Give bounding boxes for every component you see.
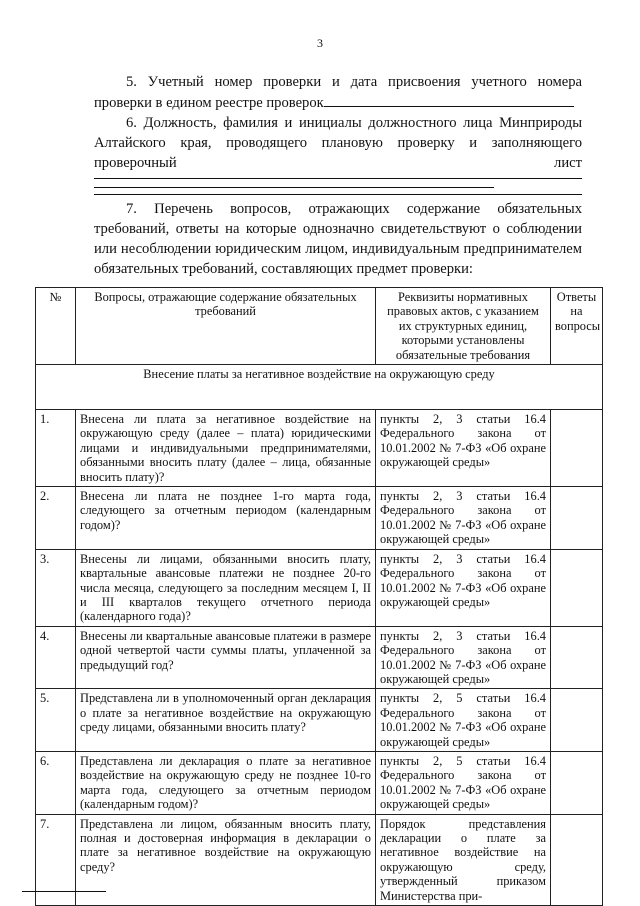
table-row xyxy=(36,689,603,752)
row-number: 2. xyxy=(36,487,76,550)
row-question: Представлена ли лицом, обязанным вносить плату, полная и достоверная информация в декларации о плате за негативное воздействие на окружающую среду? xyxy=(76,814,376,905)
answer-cell[interactable] xyxy=(551,549,603,626)
row-question: Внесена ли плата за негативное воздействие на окружающую среду (далее – плата) юридическими лицами и индивидуальными предпринимателями, обязанными вносить плату (далее – лица, обязанные вносить плату)? xyxy=(76,410,376,487)
row-number: 3. xyxy=(36,549,76,626)
row-number: 7. xyxy=(36,814,76,905)
header-questions: Вопросы, отражающие содержание обязательных требований xyxy=(76,288,376,365)
table-row xyxy=(36,626,603,689)
row-question: Представлена ли декларация о плате за негативное воздействие на окружающую среду не позднее 10-го марта года, следующего за отчетным периодом (календарным годом)? xyxy=(76,751,376,814)
row-requisites: пункты 2, 3 статьи 16.4 Федерального закона от 10.01.2002 № 7-ФЗ «Об охране окружающей среды» xyxy=(376,626,551,689)
row-number: 5. xyxy=(36,689,76,752)
section-title: Внесение платы за негативное воздействие на окружающую среду xyxy=(36,365,603,410)
row-question: Внесены ли квартальные авансовые платежи в размере одной четвертой части суммы платы, уплаченной за предыдущий год? xyxy=(76,626,376,689)
table-row xyxy=(36,410,603,487)
answer-cell[interactable] xyxy=(551,751,603,814)
blank-line xyxy=(94,194,582,195)
item-7-text: 7. Перечень вопросов, отражающих содержание обязательных требований, ответы на которые однозначно свидетельствуют о соблюдении или несоблюдении юридическим лицом, индивидуальным предпринимателем обязательных требований, составляющих предмет проверки: xyxy=(94,201,582,277)
row-number: 6. xyxy=(36,751,76,814)
item-7-paragraph xyxy=(94,199,582,279)
row-requisites: пункты 2, 3 статьи 16.4 Федерального закона от 10.01.2002 № 7-ФЗ «Об охране окружающей среды» xyxy=(376,487,551,550)
answer-cell[interactable] xyxy=(551,626,603,689)
answer-cell[interactable] xyxy=(551,814,603,905)
item-5-paragraph xyxy=(94,72,582,113)
section-row xyxy=(36,365,603,410)
row-question: Представлена ли в уполномоченный орган декларация о плате за негативное воздействие на окружающую среду лицами, обязанными вносить плату? xyxy=(76,689,376,752)
item-6-blank-line xyxy=(94,173,494,188)
table-header-row xyxy=(36,288,603,365)
header-answers: Ответы на вопросы xyxy=(551,288,603,365)
answer-cell[interactable] xyxy=(551,487,603,550)
answer-cell[interactable] xyxy=(551,689,603,752)
row-number: 1. xyxy=(36,410,76,487)
row-requisites: пункты 2, 5 статьи 16.4 Федерального закона от 10.01.2002 № 7-ФЗ «Об охране окружающей среды» xyxy=(376,689,551,752)
footer-divider xyxy=(22,891,106,892)
item-6-text: 6. Должность, фамилия и инициалы должностного лица Минприроды Алтайского края, проводящего плановую проверку и заполняющего проверочный лист xyxy=(94,115,582,171)
row-requisites: пункты 2, 5 статьи 16.4 Федерального закона от 10.01.2002 № 7-ФЗ «Об охране окружающей среды» xyxy=(376,751,551,814)
table-row xyxy=(36,549,603,626)
row-question: Внесена ли плата не позднее 1-го марта года, следующего за отчетным периодом (календарным годом)? xyxy=(76,487,376,550)
row-requisites: Порядок представления декларации о плате за негативное воздействие на окружающую среду, утвержденный приказом Министерства при- xyxy=(376,814,551,905)
table-row xyxy=(36,751,603,814)
row-requisites: пункты 2, 3 статьи 16.4 Федерального закона от 10.01.2002 № 7-ФЗ «Об охране окружающей среды» xyxy=(376,549,551,626)
checklist-table xyxy=(35,287,603,906)
row-number: 4. xyxy=(36,626,76,689)
blank-line xyxy=(94,178,582,179)
table-row xyxy=(36,487,603,550)
row-question: Внесены ли лицами, обязанными вносить плату, квартальные авансовые платежи не позднее 20-го числа месяца, следующего за последним месяцем I, II и III кварталов текущего отчетного периода (календарного года)? xyxy=(76,549,376,626)
answer-cell[interactable] xyxy=(551,410,603,487)
row-requisites: пункты 2, 3 статьи 16.4 Федерального закона от 10.01.2002 № 7-ФЗ «Об охране окружающей среды» xyxy=(376,410,551,487)
item-5-blank-line xyxy=(324,92,574,107)
header-requisites: Реквизиты нормативных правовых актов, с указанием их структурных единиц, которыми установлены обязательные требования xyxy=(376,288,551,365)
item-6-paragraph xyxy=(94,113,582,194)
header-num: № xyxy=(36,288,76,365)
item-5-text: 5. Учетный номер проверки и дата присвоения учетного номера проверки в едином реестре проверок xyxy=(94,74,582,111)
page-number: 3 xyxy=(317,36,323,50)
table-row xyxy=(36,814,603,905)
